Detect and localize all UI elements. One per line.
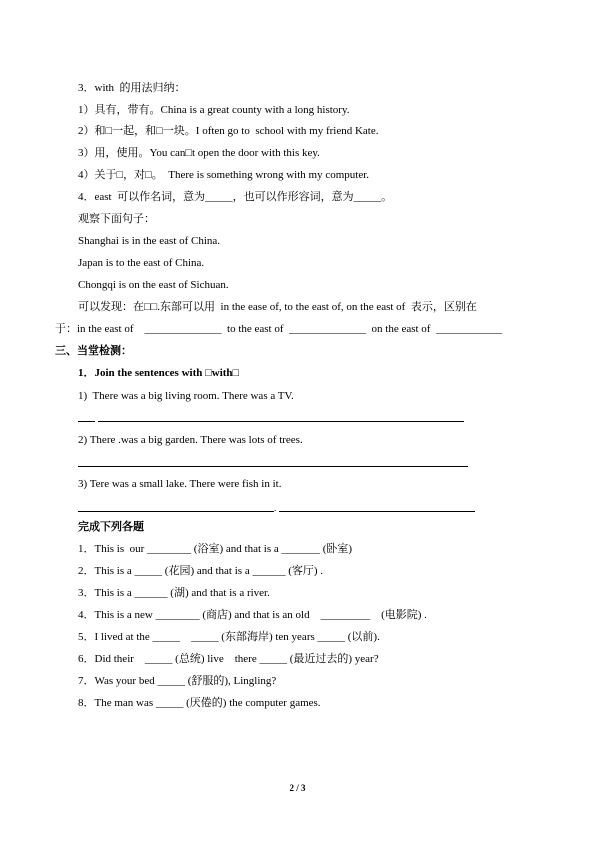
join-sentence: 2) There .was a big garden. There was lots of trees. [78, 434, 303, 446]
join-task-heading: 1．Join the sentences with □with□ [78, 367, 240, 379]
example-sentence: Japan is to the east of China. [78, 257, 205, 269]
with-usage-item: 2）和□一起，和□一块。I often go to school with my friend Kate. [78, 125, 379, 137]
conclusion-line: 于：in the east of ______________ to the east of ______________ on the east of ____________ [55, 323, 502, 335]
answer-line [279, 511, 475, 512]
east-usage-heading: 4．east 可以作名词，意为_____，也可以作形容词，意为_____。 [78, 191, 393, 203]
section-heading: 三、当堂检测： [55, 345, 132, 357]
question-item: 6．Did their _____ (总统) live there _____ (最近过去的) year? [78, 653, 379, 665]
answer-line [78, 466, 468, 467]
question-item: 1．This is our ________ (浴室) and that is a _______ (卧室) [78, 543, 353, 555]
answer-line [78, 511, 274, 512]
join-sentence: 3) Tere was a small lake. There were fish in it. [78, 478, 282, 490]
question-item: 7．Was your bed _____ (舒服的), Lingling? [78, 675, 277, 687]
conclusion-line: 可以发现：在□□.东部可以用 in the ease of, to the east of, on the east of 表示，区别在 [78, 301, 477, 313]
example-sentence: Chongqi is on the east of Sichuan. [78, 279, 229, 291]
join-sentence: 1) There was a big living room. There was a TV. [78, 390, 294, 402]
with-usage-heading: 3．with 的用法归纳： [78, 82, 186, 94]
with-usage-item: 3）用，使用。You can□t open the door with this key. [78, 147, 320, 159]
with-usage-item: 4）关于□，对□。 There is something wrong with my computer. [78, 169, 370, 181]
question-item: 5．I lived at the _____ _____ (东部海岸) ten years _____ (以前). [78, 631, 380, 643]
observe-label: 观察下面句子： [78, 213, 155, 225]
page-number: 2 / 3 [289, 783, 306, 793]
question-item: 3．This is a ______ (湖) and that is a river. [78, 587, 270, 599]
answer-line-mark: . [274, 503, 277, 513]
question-item: 2．This is a _____ (花园) and that is a ______ (客厅) . [78, 565, 324, 577]
question-item: 4．This is a new ________ (商店) and that is an old _________ (电影院) . [78, 609, 427, 621]
question-item: 8．The man was _____ (厌倦的) the computer games. [78, 697, 321, 709]
example-sentence: Shanghai is in the east of China. [78, 235, 221, 247]
answer-line [98, 421, 464, 422]
complete-task-heading: 完成下列各题 [78, 521, 144, 533]
answer-line [78, 421, 95, 422]
with-usage-item: 1）具有，带有。China is a great county with a long history. [78, 104, 350, 116]
